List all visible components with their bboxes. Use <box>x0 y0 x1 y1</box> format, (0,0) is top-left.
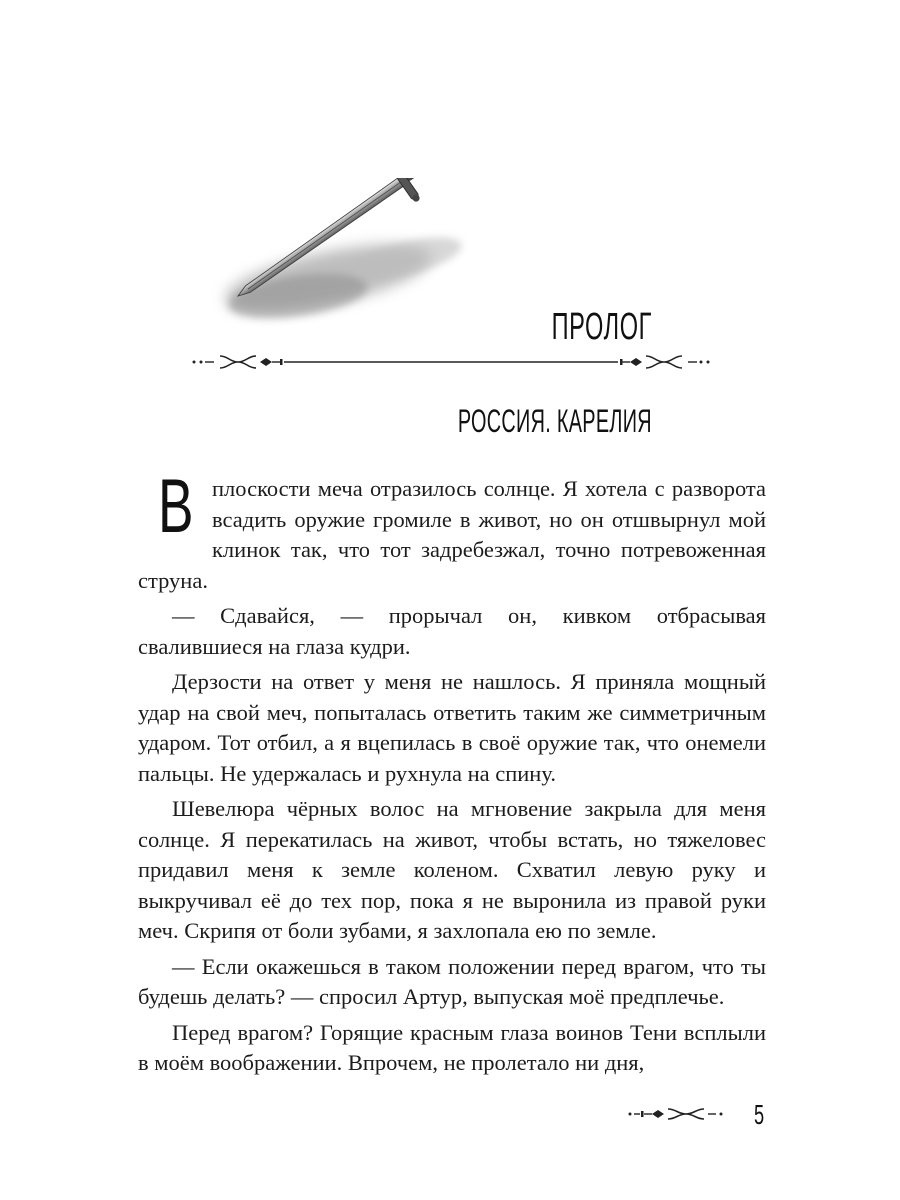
chapter-title: ПРОЛОГ <box>551 306 652 348</box>
paragraph: — Сдавайся, — прорычал он, кивком отбрасывая свалившиеся на глаза кудри. <box>138 603 766 659</box>
paragraph: Дерзости на ответ у меня не нашлось. Я приняла мощный удар на свой меч, попыталась ответить таким же симметричным ударом. Тот отбил, а я вцепилась в своё оружие так, что онемели пальцы. Не удержалась и рухнула на спину. <box>138 669 766 786</box>
body-text <box>138 464 766 1079</box>
page-number: 5 <box>754 1099 765 1130</box>
sword-illustration-icon <box>208 178 478 338</box>
ornament-flourish-icon <box>626 1104 726 1124</box>
paragraph: — Если окажешься в таком положении перед врагом, что ты будешь делать? — спросил Артур, выпуская моё предплечье. <box>138 953 766 1009</box>
chapter-location: РОССИЯ. КАРЕЛИЯ <box>457 403 652 439</box>
drop-cap: В <box>158 464 194 549</box>
paragraph: Шевелюра чёрных волос на мгновение закрыла для меня солнце. Я перекатилась на живот, чтобы встать, но тяжеловес придавил меня к земле коленом. Схватил левую руку и выкручивал её до тех пор, пока я не выронила из правой руки меч. Скрипя от боли зубами, я захлопала ею по земле. <box>138 796 766 943</box>
ornamental-divider-icon <box>190 350 712 374</box>
paragraph: Вплоскости меча отразилось солнце. Я хотела с разворота всадить оружие громиле в живот, но он отшвырнул мой клинок так, что тот задребезжал, точно потревоженная струна. <box>138 464 766 593</box>
paragraph: Перед врагом? Горящие красным глаза воинов Тени всплыли в моём воображении. Впрочем, не пролетало ни дня, <box>138 1019 766 1075</box>
